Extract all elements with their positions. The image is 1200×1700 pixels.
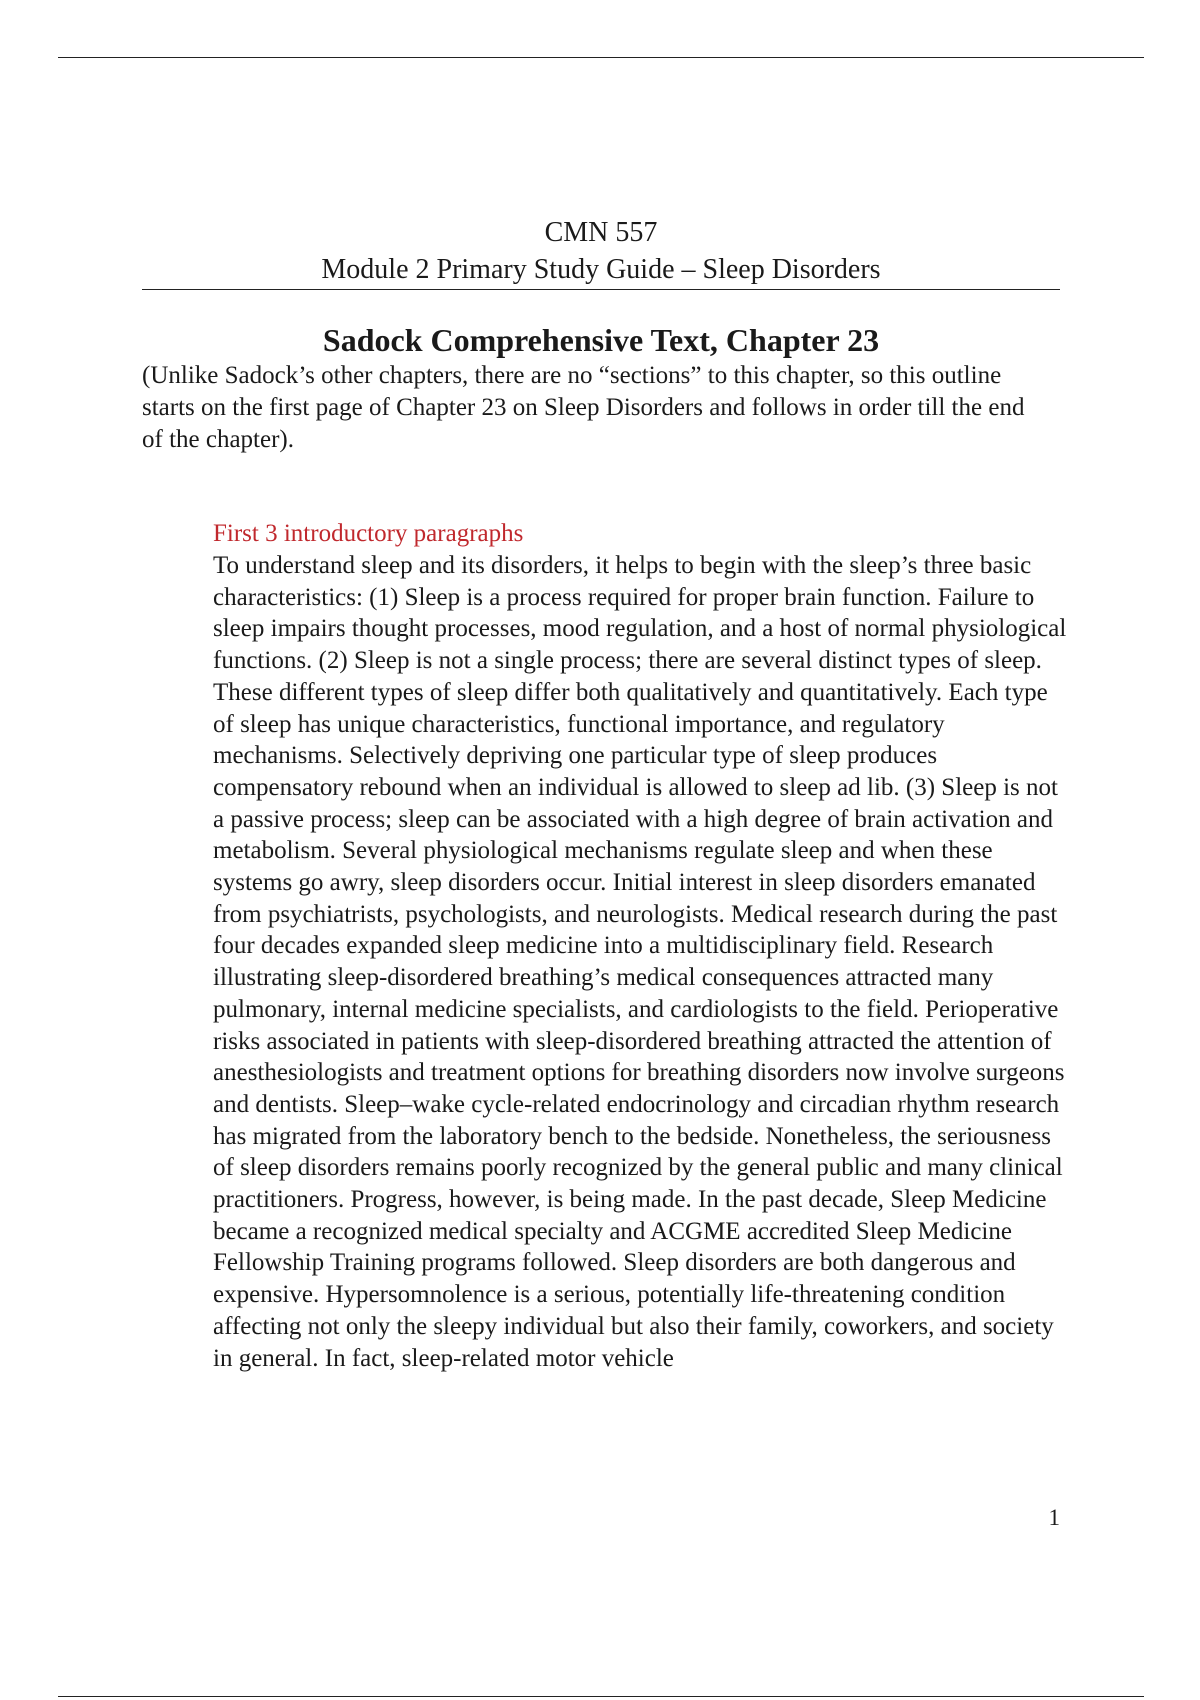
- bottom-page-rule: [58, 1696, 1144, 1697]
- header-divider: [142, 289, 1060, 290]
- course-code: CMN 557: [544, 217, 658, 248]
- page-number: 1: [1048, 1505, 1060, 1530]
- document-header: [142, 214, 1060, 288]
- intro-section: [213, 518, 1073, 1374]
- chapter-title: Sadock Comprehensive Text, Chapter 23: [322, 322, 880, 358]
- section-body-text: To understand sleep and its disorders, it helps to begin with the sleep’s three basic characteristics: (1) Sleep is a process required for proper brain function. Failure to sleep impairs thought processes, mood regulation, and a host of normal physiological functions. (2) Sleep is not a single process; there are several distinct types of sleep. These different types of sleep differ both qualitatively and quantitatively. Each type of sleep has unique characteristics, functional importance, and regulatory mechanisms. Selectively depriving one particular type of sleep produces compensatory rebound when an individual is allowed to sleep ad lib. (3) Sleep is not a passive process; sleep can be associated with a high degree of brain activation and metabolism. Several physiological mechanisms regulate sleep and when these systems go awry, sleep disorders occur. Initial interest in sleep disorders emanated from psychiatrists, psychologists, and neurologists. Medical research during the past four decades expanded sleep medicine into a multidisciplinary field. Research illustrating sleep-disordered breathing’s medical consequences attracted many pulmonary, internal medicine specialists, and cardiologists to the field. Perioperative risks associated in patients with sleep-disordered breathing attracted the attention of anesthesiologists and treatment options for breathing disorders now involve surgeons and dentists. Sleep–wake cycle-related endocrinology and circadian rhythm research has migrated from the laboratory bench to the bedside. Nonetheless, the seriousness of sleep disorders remains poorly recognized by the general public and many clinical practitioners. Progress, however, is being made. In the past decade, Sleep Medicine became a recognized medical specialty and ACGME accredited Sleep Medicine Fellowship Training programs followed. Sleep disorders are both dangerous and expensive. Hypersomnolence is a serious, potentially life-threatening condition affecting not only the sleepy individual but also their family, coworkers, and society in general. In fact, sleep-related motor vehicle: [213, 552, 1067, 1372]
- module-subtitle: Module 2 Primary Study Guide – Sleep Disorders: [321, 254, 881, 285]
- chapter-note: (Unlike Sadock’s other chapters, there are no “sections” to this chapter, so this outline starts on the first page of Chapter 23 on Sleep Disorders and follows in order till the end of the chapter).: [142, 362, 1025, 453]
- section-heading: First 3 introductory paragraphs: [213, 520, 524, 547]
- top-page-rule: [58, 57, 1144, 58]
